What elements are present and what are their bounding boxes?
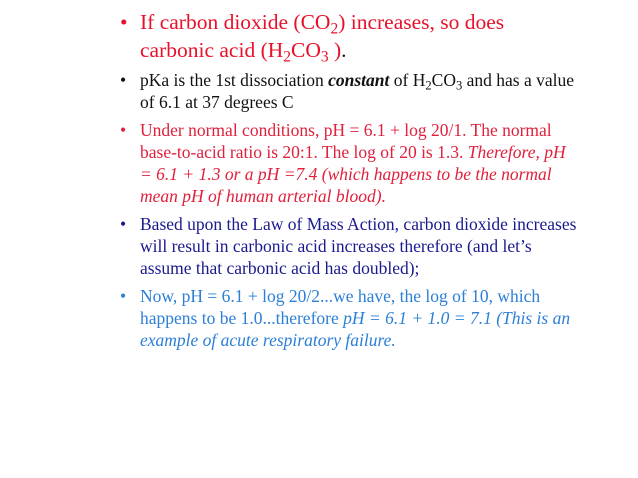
bullet-text: Now, pH = 6.1 + log 20/2...we have, the log of 10, which happens to be 1.0...therefore — [140, 286, 541, 328]
bullet-text: CO — [291, 38, 321, 62]
bullet-text: CO — [431, 70, 456, 90]
bullet-text: Based upon the Law of Mass Action, carbon dioxide increases will result in carbonic acid increases therefore (and let’s assume that carbonic acid has doubled); — [140, 214, 577, 278]
italic-text: Therefore, pH = 6.1 + 1.3 or a pH =7.4 (which happens to be the normal mean pH of human arterial blood). — [140, 142, 566, 206]
bullet-dot-icon: • — [120, 70, 127, 90]
bullet-normal-ph — [120, 119, 580, 207]
bullet-mass-action — [120, 213, 580, 279]
subscript: 2 — [283, 48, 291, 66]
bullet-co2-carbonic-acid — [120, 8, 580, 64]
emphasized-word: constant — [328, 70, 390, 90]
subscript: 3 — [455, 78, 463, 93]
bullet-dot-icon: • — [120, 286, 127, 306]
bullet-text: ) — [328, 38, 342, 62]
bullet-text: of H — [389, 70, 426, 90]
bullet-dot-icon: • — [120, 10, 128, 34]
bullet-text: ) increases, so does carbonic acid (H — [140, 10, 505, 62]
italic-text: pH = 6.1 + 1.0 = 7.1 (This is an example of acute respiratory failure. — [140, 308, 571, 350]
bullet-period: . — [341, 38, 347, 62]
bullet-pka — [120, 69, 580, 113]
subscript: 2 — [425, 78, 432, 93]
bullet-text: and has a value of 6.1 at 37 degrees C — [140, 70, 575, 112]
bullet-dot-icon: • — [120, 214, 127, 234]
bullet-dot-icon: • — [120, 120, 127, 140]
subscript: 2 — [330, 20, 339, 38]
bullet-text: Under normal conditions, pH = 6.1 + log 20/1. The normal base-to-acid ratio is 20:1. The log of 20 is 1.3. — [140, 120, 552, 162]
bullet-text: pKa is the 1st dissociation — [140, 70, 329, 90]
bullet-acute-failure — [120, 285, 580, 351]
subscript: 3 — [320, 48, 329, 66]
bullet-text: If carbon dioxide (CO — [140, 10, 331, 34]
bullet-list — [120, 8, 580, 357]
